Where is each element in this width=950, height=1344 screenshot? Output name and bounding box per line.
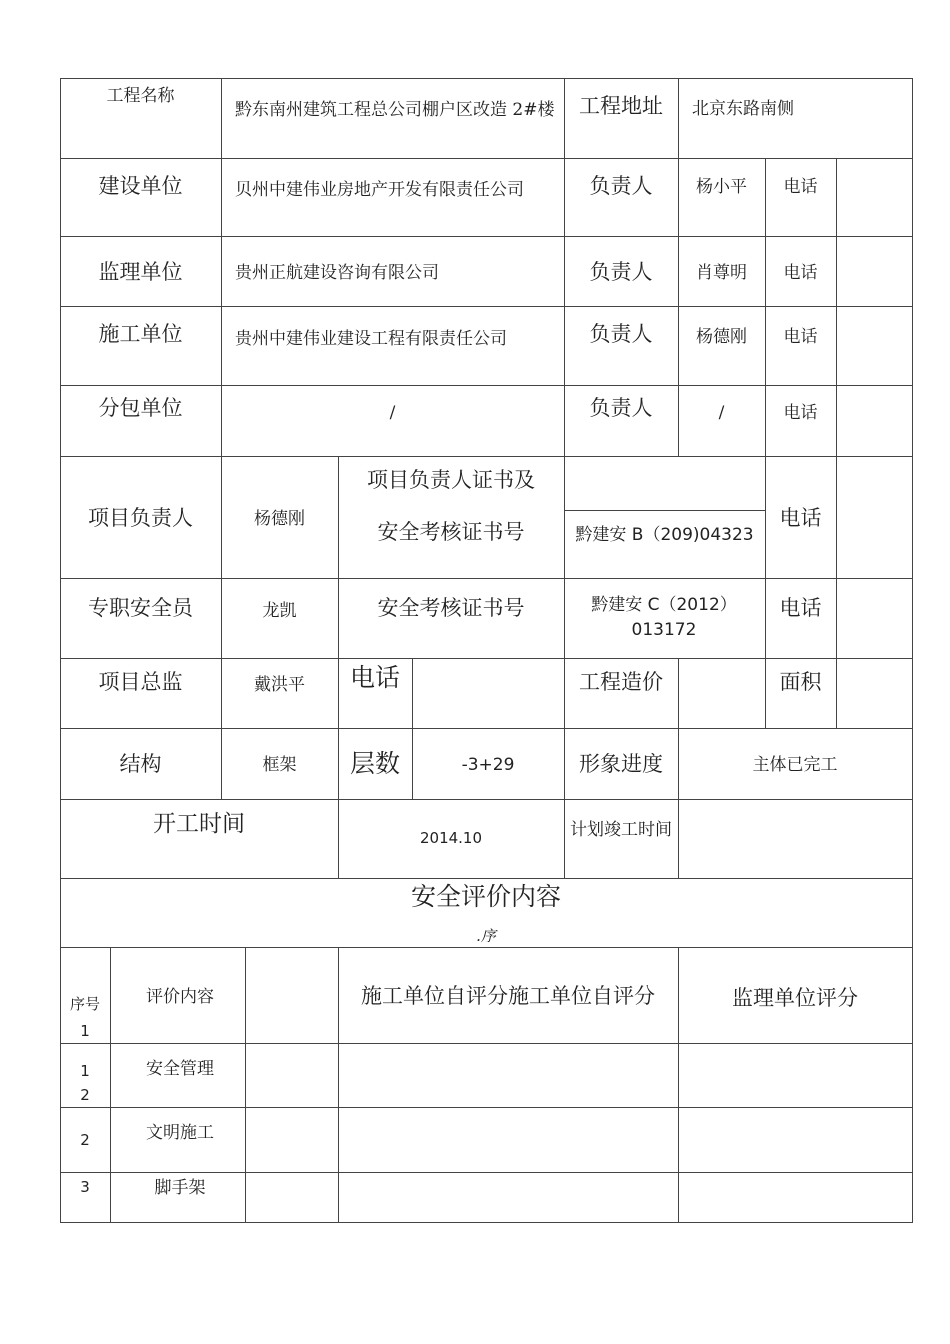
builder-person: 杨小平 (696, 176, 747, 197)
pm-name: 杨德刚 (254, 508, 305, 529)
address-label: 工程地址 (579, 93, 663, 118)
structure-value: 框架 (262, 754, 297, 775)
subcontractor-responsible-label: 负责人 (589, 395, 653, 420)
seq-label: 序号 (69, 995, 100, 1014)
evaluation-title: 安全评价内容 (410, 881, 561, 911)
contractor-phone-label: 电话 (783, 326, 818, 347)
self-score-label: 施工单位自评分施工单位自评分 (361, 983, 655, 1008)
safety-phone-label: 电话 (779, 595, 822, 620)
contractor-responsible-label: 负责人 (589, 321, 653, 346)
contractor-person: 杨德刚 (696, 326, 747, 347)
builder-phone-label: 电话 (783, 176, 818, 197)
eval-row-2-name: 文明施工 (146, 1122, 214, 1143)
builder-value: 贝州中建伟业房地产开发有限责任公司 (235, 179, 524, 200)
contractor-label: 施工单位 (98, 321, 183, 346)
contractor-value: 贵州中建伟业建设工程有限责任公司 (235, 328, 507, 349)
supervisor-responsible-label: 负责人 (589, 259, 653, 284)
floors-label: 层数 (349, 748, 400, 778)
subcontractor-phone-label: 电话 (783, 402, 818, 423)
builder-label: 建设单位 (98, 173, 183, 198)
chief-phone-label: 电话 (349, 662, 400, 692)
safety-officer-name: 龙凯 (262, 600, 297, 621)
chief-supervisor-label: 项目总监 (98, 669, 183, 694)
pm-cert-label-line1: 项目负责人证书及 (367, 467, 535, 492)
supervisor-label: 监理单位 (98, 259, 183, 284)
evaluation-sub-mark: .序 (476, 927, 496, 946)
supervisor-value: 贵州正航建设咨询有限公司 (235, 262, 439, 283)
supervisor-person: 肖尊明 (696, 262, 747, 283)
content-label: 评价内容 (146, 986, 214, 1007)
chief-supervisor-name: 戴洪平 (254, 674, 305, 695)
supervisor-phone-label: 电话 (783, 262, 818, 283)
eval-row-3-no: 3 (80, 1178, 90, 1197)
supervisor-score-label: 监理单位评分 (732, 985, 858, 1010)
safety-cert-number: 黔建安 C（2012）013172 (591, 595, 737, 640)
pm-cert-label-line2: 安全考核证书号 (377, 519, 525, 544)
builder-responsible-label: 负责人 (589, 173, 653, 198)
start-time-label: 开工时间 (153, 811, 245, 838)
safety-officer-label: 专职安全员 (88, 595, 193, 620)
progress-label: 形象进度 (579, 751, 663, 776)
pm-label: 项目负责人 (88, 505, 193, 530)
pm-phone-label: 电话 (779, 505, 822, 530)
cost-label: 工程造价 (579, 669, 663, 694)
subcontractor-value: / (389, 402, 396, 423)
area-label: 面积 (779, 669, 822, 694)
subcontractor-label: 分包单位 (98, 395, 183, 420)
project-name-label: 工程名称 (106, 86, 175, 106)
start-time-value: 2014.10 (419, 829, 483, 848)
safety-cert-label: 安全考核证书号 (377, 595, 525, 620)
seq-one: 1 (80, 1022, 90, 1041)
subcontractor-person: / (718, 402, 725, 423)
progress-value: 主体已完工 (752, 754, 838, 775)
planned-completion-label: 计划竣工时间 (570, 819, 672, 840)
eval-row-2-no: 2 (80, 1131, 90, 1150)
project-name-value: 黔东南州建筑工程总公司棚户区改造 2#楼 (235, 99, 555, 120)
eval-row-1-no: 1 2 (80, 1062, 90, 1104)
address-value: 北京东路南侧 (692, 98, 794, 119)
pm-cert-number: 黔建安 B（209)04323 (575, 524, 754, 545)
floors-value: -3+29 (461, 754, 515, 775)
structure-label: 结构 (119, 751, 162, 776)
eval-row-1-name: 安全管理 (146, 1058, 214, 1079)
eval-row-3-name: 脚手架 (154, 1177, 206, 1198)
